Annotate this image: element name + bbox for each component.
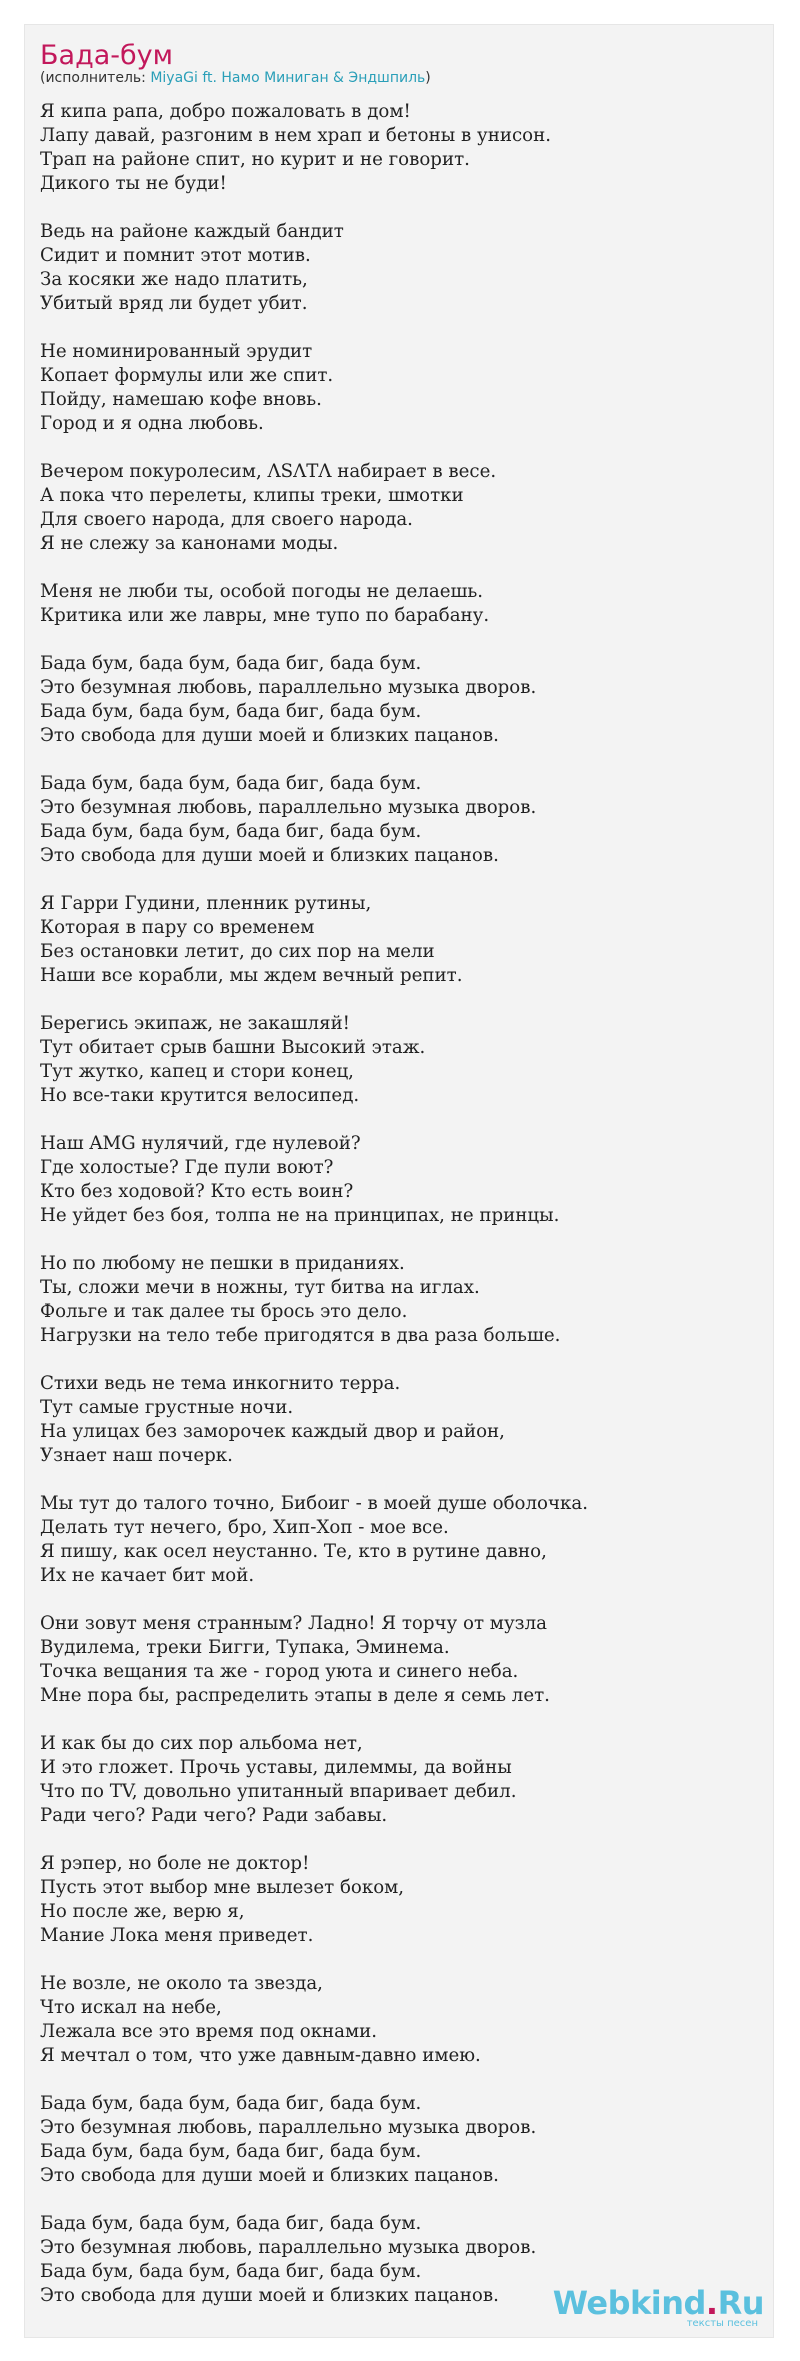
logo-wordmark bbox=[553, 2286, 764, 2320]
lyric-line: Которая в пару со временем bbox=[40, 917, 315, 938]
lyric-line: Нагрузки на тело тебе пригодятся в два раза больше. bbox=[40, 1325, 561, 1346]
stanza bbox=[40, 1252, 740, 1348]
lyric-line: Бада бум, бада бум, бада биг, бада бум. bbox=[40, 2213, 422, 2234]
lyric-line: Бада бум, бада бум, бада биг, бада бум. bbox=[40, 2093, 422, 2114]
lyric-line: Стихи ведь не тема инкогнито терра. bbox=[40, 1373, 401, 1394]
stanza bbox=[40, 220, 740, 316]
lyric-line: Критика или же лавры, мне тупо по барабану. bbox=[40, 605, 490, 626]
lyric-line: Это безумная любовь, параллельно музыка дворов. bbox=[40, 2237, 537, 2258]
lyric-line: Это свобода для души моей и близких пацанов. bbox=[40, 2285, 499, 2306]
lyric-line: Узнает наш почерк. bbox=[40, 1445, 233, 1466]
artist-link[interactable]: MiyaGi ft. Намо Миниган & Эндшпиль bbox=[150, 70, 426, 86]
lyrics-text bbox=[40, 100, 740, 2308]
stanza bbox=[40, 2092, 740, 2188]
lyric-line: Бада бум, бада бум, бада биг, бада бум. bbox=[40, 821, 422, 842]
lyric-line: Я не слежу за канонами моды. bbox=[40, 533, 339, 554]
stanza bbox=[40, 100, 740, 196]
lyric-line: Они зовут меня странным? Ладно! Я торчу от музла bbox=[40, 1613, 547, 1634]
lyric-line: Копает формулы или же спит. bbox=[40, 365, 334, 386]
lyric-line: Это безумная любовь, параллельно музыка дворов. bbox=[40, 2117, 537, 2138]
stanza bbox=[40, 772, 740, 868]
lyric-line: Что по TV, довольно упитанный впаривает дебил. bbox=[40, 1781, 517, 1802]
lyric-line: Я пишу, как осел неустанно. Те, кто в рутине давно, bbox=[40, 1541, 547, 1562]
logo-main-text: Webkind bbox=[552, 2284, 706, 2322]
lyric-line: Их не качает бит мой. bbox=[40, 1565, 255, 1586]
lyric-line: Но после же, верю я, bbox=[40, 1901, 245, 1922]
lyric-line: Сидит и помнит этот мотив. bbox=[40, 245, 311, 266]
lyric-line: Тут обитает срыв башни Высокий этаж. bbox=[40, 1037, 426, 1058]
lyric-line: Трап на районе спит, но курит и не говорит. bbox=[40, 149, 470, 170]
lyric-line: Фольге и так далее ты брось это дело. bbox=[40, 1301, 408, 1322]
stanza bbox=[40, 1372, 740, 1468]
stanza bbox=[40, 340, 740, 436]
stanza bbox=[40, 460, 740, 556]
lyric-line: На улицах без заморочек каждый двор и район, bbox=[40, 1421, 505, 1442]
lyric-line: Город и я одна любовь. bbox=[40, 413, 264, 434]
lyric-line: Не номинированный эрудит bbox=[40, 341, 313, 362]
lyric-line: А пока что перелеты, клипы треки, шмотки bbox=[40, 485, 464, 506]
lyric-line: Ради чего? Ради чего? Ради забавы. bbox=[40, 1805, 388, 1826]
lyric-line: Это свобода для души моей и близких пацанов. bbox=[40, 845, 499, 866]
lyric-line: Мание Лока меня приведет. bbox=[40, 1925, 314, 1946]
stanza bbox=[40, 1732, 740, 1828]
lyric-line: Пусть этот выбор мне вылезет боком, bbox=[40, 1877, 405, 1898]
lyric-line: Лежала все это время под окнами. bbox=[40, 2021, 378, 2042]
lyric-line: Бада бум, бада бум, бада биг, бада бум. bbox=[40, 701, 422, 722]
lyric-line: Тут жутко, капец и стори конец, bbox=[40, 1061, 354, 1082]
stanza bbox=[40, 1852, 740, 1948]
lyric-line: Это свобода для души моей и близких пацанов. bbox=[40, 2165, 499, 2186]
song-title: Бада-бум bbox=[40, 40, 174, 71]
stanza bbox=[40, 892, 740, 988]
lyric-line: И как бы до сих пор альбома нет, bbox=[40, 1733, 363, 1754]
lyric-line: Кто без ходовой? Кто есть воин? bbox=[40, 1181, 354, 1202]
logo-tld: Ru bbox=[717, 2284, 764, 2322]
lyric-line: Вечером покуролесим, ΛSΛTΛ набирает в весе. bbox=[40, 461, 497, 482]
stanza bbox=[40, 652, 740, 748]
lyric-line: Ведь на районе каждый бандит bbox=[40, 221, 344, 242]
lyric-line: Мне пора бы, распределить этапы в деле я семь лет. bbox=[40, 1685, 550, 1706]
lyric-line: Точка вещания та же - город уюта и синего неба. bbox=[40, 1661, 519, 1682]
stanza bbox=[40, 1012, 740, 1108]
lyric-line: Я рэпер, но боле не доктор! bbox=[40, 1853, 310, 1874]
lyric-line: Лапу давай, разгоним в нем храп и бетоны в унисон. bbox=[40, 125, 551, 146]
logo-tagline: тексты песен bbox=[686, 2318, 758, 2329]
lyric-line: Мы тут до талого точно, Бибоиг - в моей душе оболочка. bbox=[40, 1493, 589, 1514]
lyric-line: Наш AMG нулячий, где нулевой? bbox=[40, 1133, 361, 1154]
site-logo[interactable] bbox=[553, 2286, 764, 2330]
lyric-line: Я мечтал о том, что уже давным-давно имею. bbox=[40, 2045, 481, 2066]
stanza bbox=[40, 1492, 740, 1588]
artist-prefix: (исполнитель: bbox=[40, 70, 151, 86]
lyric-line: Берегись экипаж, не закашляй! bbox=[40, 1013, 350, 1034]
artist-suffix: ) bbox=[425, 70, 431, 86]
lyric-line: И это гложет. Прочь уставы, дилеммы, да войны bbox=[40, 1757, 512, 1778]
lyric-line: Где холостые? Где пули воют? bbox=[40, 1157, 334, 1178]
logo-dot: . bbox=[705, 2284, 718, 2322]
stanza bbox=[40, 1972, 740, 2068]
stanza bbox=[40, 580, 740, 628]
lyric-line: Не уйдет без боя, толпа не на принципах, не принцы. bbox=[40, 1205, 560, 1226]
lyric-line: Наши все корабли, мы ждем вечный репит. bbox=[40, 965, 463, 986]
lyric-line: Убитый вряд ли будет убит. bbox=[40, 293, 308, 314]
lyric-line: Тут самые грустные ночи. bbox=[40, 1397, 294, 1418]
lyric-line: Но все-таки крутится велосипед. bbox=[40, 1085, 360, 1106]
lyric-line: За косяки же надо платить, bbox=[40, 269, 308, 290]
lyric-line: Бада бум, бада бум, бада биг, бада бум. bbox=[40, 773, 422, 794]
stanza bbox=[40, 1132, 740, 1228]
lyric-line: Бада бум, бада бум, бада биг, бада бум. bbox=[40, 2261, 422, 2282]
lyric-line: Я кипа рапа, добро пожаловать в дом! bbox=[40, 101, 411, 122]
lyric-line: Что искал на небе, bbox=[40, 1997, 222, 2018]
lyric-line: Бада бум, бада бум, бада биг, бада бум. bbox=[40, 2141, 422, 2162]
lyric-line: Дикого ты не буди! bbox=[40, 173, 227, 194]
lyric-line: Без остановки летит, до сих пор на мели bbox=[40, 941, 435, 962]
lyric-line: Пойду, намешаю кофе вновь. bbox=[40, 389, 322, 410]
lyric-line: Это свобода для души моей и близких пацанов. bbox=[40, 725, 499, 746]
lyric-line: Вудилема, треки Бигги, Тупака, Эминема. bbox=[40, 1637, 450, 1658]
lyric-line: Я Гарри Гудини, пленник рутины, bbox=[40, 893, 372, 914]
lyric-line: Меня не люби ты, особой погоды не делаешь. bbox=[40, 581, 484, 602]
artist-line bbox=[40, 68, 431, 88]
lyric-line: Это безумная любовь, параллельно музыка дворов. bbox=[40, 797, 537, 818]
stanza bbox=[40, 1612, 740, 1708]
lyric-line: Делать тут нечего, бро, Хип-Хоп - мое все. bbox=[40, 1517, 449, 1538]
lyric-line: Бада бум, бада бум, бада биг, бада бум. bbox=[40, 653, 422, 674]
lyric-line: Для своего народа, для своего народа. bbox=[40, 509, 413, 530]
lyric-line: Но по любому не пешки в приданиях. bbox=[40, 1253, 405, 1274]
lyric-line: Ты, сложи мечи в ножны, тут битва на иглах. bbox=[40, 1277, 480, 1298]
lyric-line: Не возле, не около та звезда, bbox=[40, 1973, 323, 1994]
lyric-line: Это безумная любовь, параллельно музыка дворов. bbox=[40, 677, 537, 698]
